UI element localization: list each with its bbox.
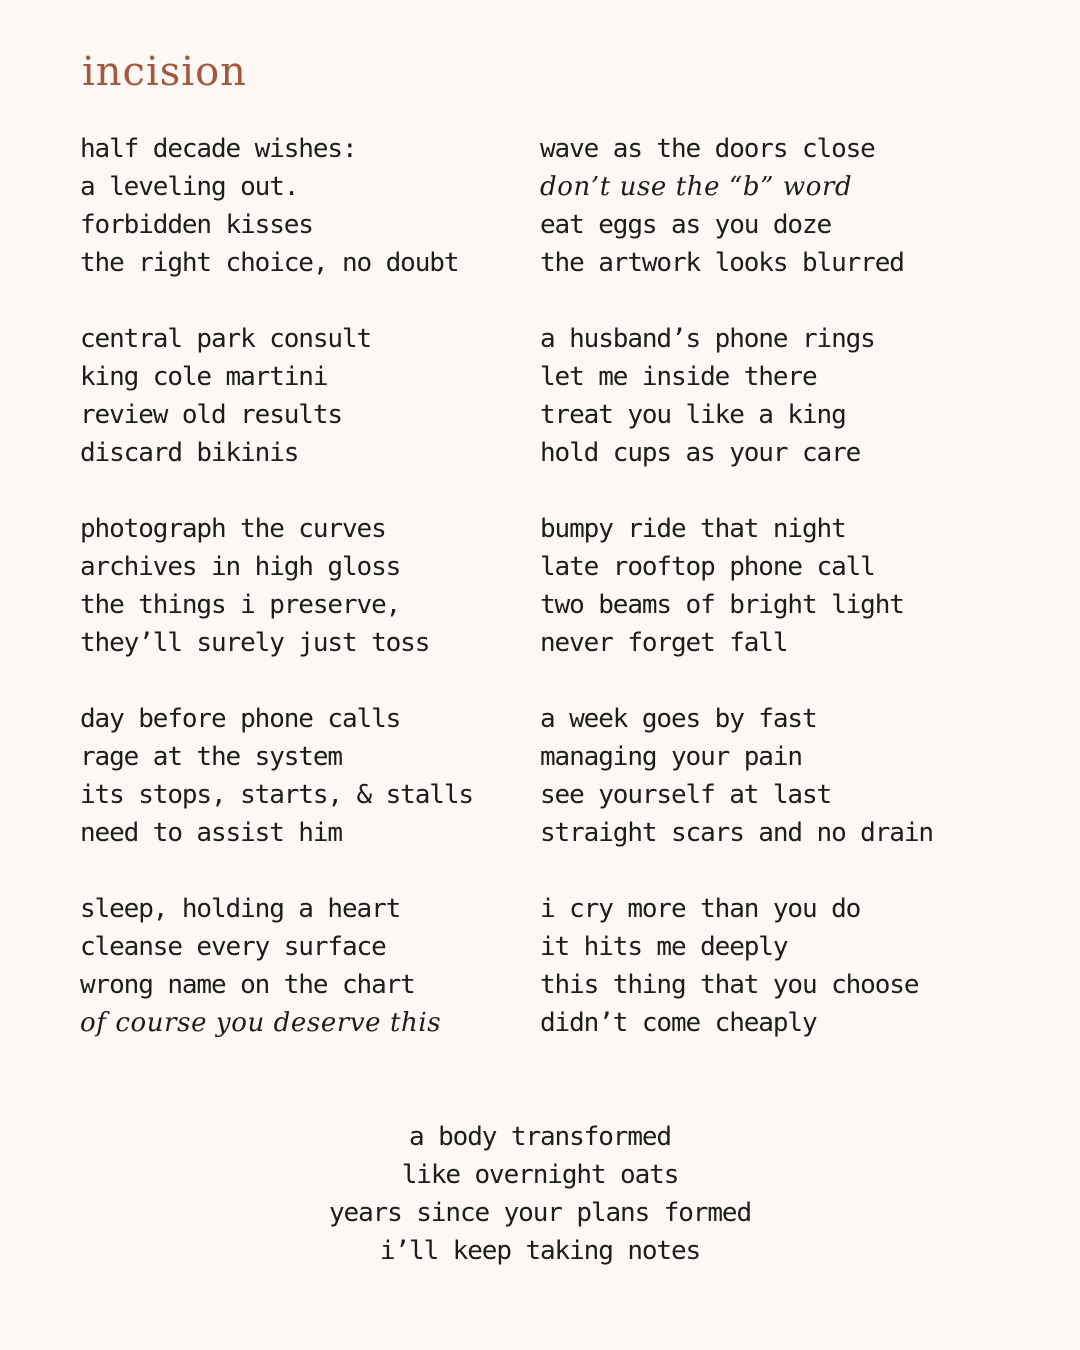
- poem-line: discard bikinis: [80, 438, 299, 468]
- poem-line-italic: of course you deserve this: [80, 1008, 442, 1038]
- right-column: [540, 130, 933, 1080]
- poem-line: review old results: [80, 400, 342, 430]
- poem-line: hold cups as your care: [540, 438, 861, 468]
- stanza: [80, 510, 473, 662]
- poem-line: photograph the curves: [80, 514, 386, 544]
- poem-line: treat you like a king: [540, 400, 846, 430]
- poem-line: its stops, starts, & stalls: [80, 780, 473, 810]
- poem-line: a body transformed: [409, 1122, 671, 1152]
- poem-line-italic: don’t use the “b” word: [540, 172, 853, 202]
- poem-line: the right choice, no doubt: [80, 248, 459, 278]
- poem-line: i’ll keep taking notes: [379, 1236, 701, 1266]
- poem-line: let me inside there: [540, 362, 817, 392]
- stanza: [540, 130, 933, 282]
- poem-line: straight scars and no drain: [540, 818, 933, 848]
- poem-line: the things i preserve,: [80, 590, 401, 620]
- poem-line: i cry more than you do: [540, 894, 861, 924]
- poem-line: king cole martini: [80, 362, 328, 392]
- stanza: [80, 890, 473, 1042]
- stanza: [80, 130, 473, 282]
- poem-line: late rooftop phone call: [540, 552, 875, 582]
- poem-line: day before phone calls: [80, 704, 401, 734]
- stanza: [80, 320, 473, 472]
- closing-stanza: [0, 1118, 1080, 1270]
- poem-line: like overnight oats: [401, 1160, 679, 1190]
- poem-line: rage at the system: [80, 742, 342, 772]
- poem-line: eat eggs as you doze: [540, 210, 832, 240]
- poem-line: never forget fall: [540, 628, 788, 658]
- poem-line: central park consult: [80, 324, 372, 354]
- poem-line: didn’t come cheaply: [540, 1008, 817, 1038]
- poem-title: incision: [82, 49, 247, 95]
- poem-line: the artwork looks blurred: [540, 248, 904, 278]
- poem-line: bumpy ride that night: [540, 514, 846, 544]
- poem-line: years since your plans formed: [328, 1198, 752, 1228]
- poem-line: need to assist him: [80, 818, 342, 848]
- poem-line: this thing that you choose: [540, 970, 919, 1000]
- poem-line: a leveling out.: [80, 172, 299, 202]
- poem-line: archives in high gloss: [80, 552, 401, 582]
- poem-line: managing your pain: [540, 742, 802, 772]
- poem-line: wave as the doors close: [540, 134, 875, 164]
- poem-line: wrong name on the chart: [80, 970, 415, 1000]
- poem-line: they’ll surely just toss: [80, 628, 430, 658]
- poem-line: a week goes by fast: [540, 704, 817, 734]
- poem-line: sleep, holding a heart: [80, 894, 401, 924]
- stanza: [540, 890, 933, 1042]
- poem-line: half decade wishes:: [80, 134, 357, 164]
- left-column: [80, 130, 473, 1080]
- poem-line: see yourself at last: [540, 780, 832, 810]
- poem-line: forbidden kisses: [80, 210, 313, 240]
- poem-line: a husband’s phone rings: [540, 324, 875, 354]
- poem-line: cleanse every surface: [80, 932, 386, 962]
- stanza: [80, 700, 473, 852]
- poem-line: it hits me deeply: [540, 932, 788, 962]
- stanza: [540, 700, 933, 852]
- stanza: [540, 510, 933, 662]
- poem-line: two beams of bright light: [540, 590, 904, 620]
- stanza: [540, 320, 933, 472]
